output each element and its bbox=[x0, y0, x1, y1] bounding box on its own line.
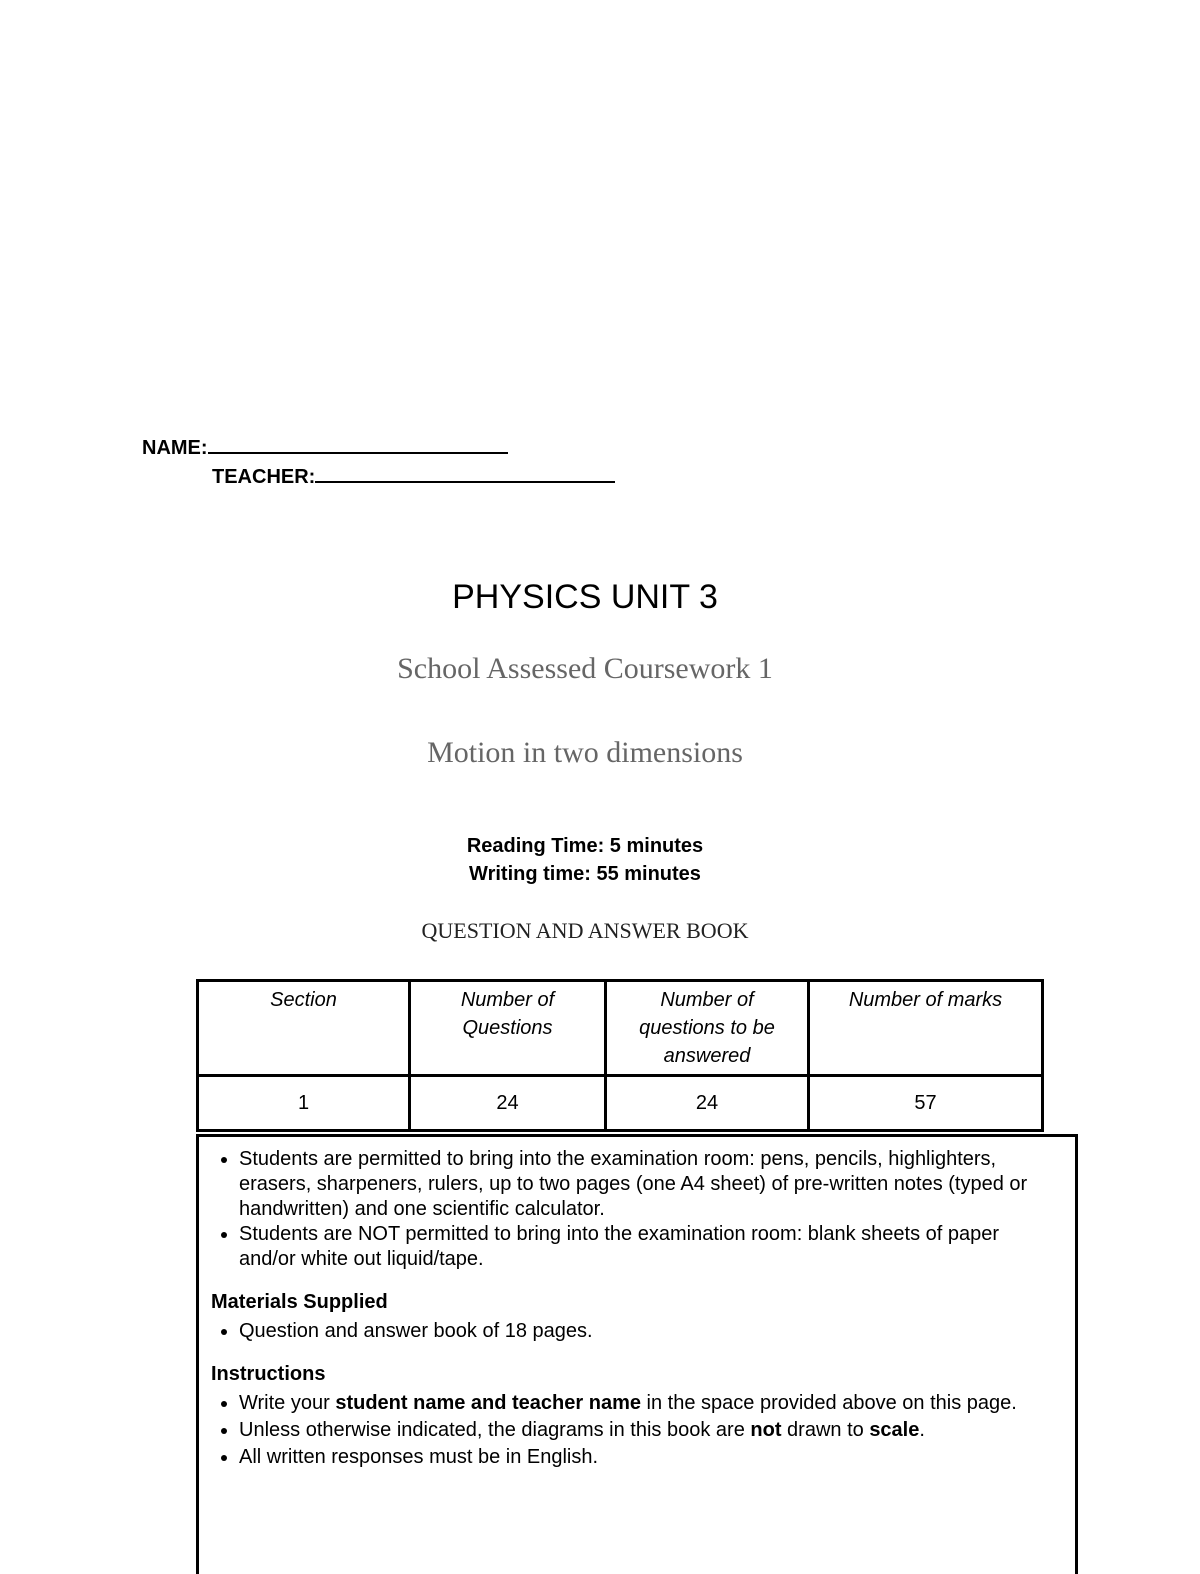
page-title: PHYSICS UNIT 3 bbox=[452, 578, 718, 616]
summary-table bbox=[196, 979, 1044, 1132]
page-subtitle: School Assessed Coursework 1 bbox=[397, 652, 773, 685]
header-cell: Number of Questions bbox=[410, 981, 606, 1076]
rules-list bbox=[211, 1147, 1061, 1272]
list-item: • Write your student name and teacher name in the space provided above on this page. bbox=[239, 1391, 1061, 1416]
teacher-field[interactable] bbox=[212, 463, 615, 489]
teacher-blank-line[interactable] bbox=[315, 463, 615, 483]
list-item: • Students are permitted to bring into the examination room: pens, pencils, highlighters, erasers, sharpeners, rulers, up to two pages (one A4 sheet) of pre-written notes (typed or handwritten) and one scientific calculator. bbox=[239, 1147, 1061, 1222]
list-item: • All written responses must be in English. bbox=[239, 1445, 1061, 1470]
book-label: QUESTION AND ANSWER BOOK bbox=[421, 918, 749, 943]
name-label: NAME: bbox=[142, 437, 208, 459]
topic-title: Motion in two dimensions bbox=[427, 736, 743, 769]
table-cell: 1 bbox=[198, 1076, 410, 1131]
instructions-list bbox=[211, 1391, 1061, 1470]
list-item: • Question and answer book of 18 pages. bbox=[239, 1319, 1061, 1344]
instructions-heading: Instructions bbox=[211, 1363, 326, 1385]
name-blank-line[interactable] bbox=[208, 434, 508, 454]
table-cell: 57 bbox=[809, 1076, 1043, 1131]
header-cell: Number of marks bbox=[809, 981, 1043, 1076]
header-cell: Number of questions to be answered bbox=[606, 981, 809, 1076]
teacher-label: TEACHER: bbox=[212, 466, 316, 488]
table-header-row bbox=[198, 981, 1043, 1076]
exam-times bbox=[0, 832, 1170, 888]
name-field[interactable] bbox=[142, 434, 508, 460]
writing-time: Writing time: 55 minutes bbox=[469, 863, 701, 885]
table-cell: 24 bbox=[606, 1076, 809, 1131]
table-cell: 24 bbox=[410, 1076, 606, 1131]
instructions-box bbox=[196, 1134, 1078, 1574]
materials-heading: Materials Supplied bbox=[211, 1291, 388, 1313]
table-row bbox=[198, 1076, 1043, 1131]
header-cell: Section bbox=[198, 981, 410, 1076]
reading-time: Reading Time: 5 minutes bbox=[466, 835, 704, 857]
list-item: • Students are NOT permitted to bring into the examination room: blank sheets of paper and/or white out liquid/tape. bbox=[239, 1222, 1061, 1272]
list-item: • Unless otherwise indicated, the diagrams in this book are not drawn to scale. bbox=[239, 1418, 1061, 1443]
materials-list bbox=[211, 1319, 1061, 1344]
